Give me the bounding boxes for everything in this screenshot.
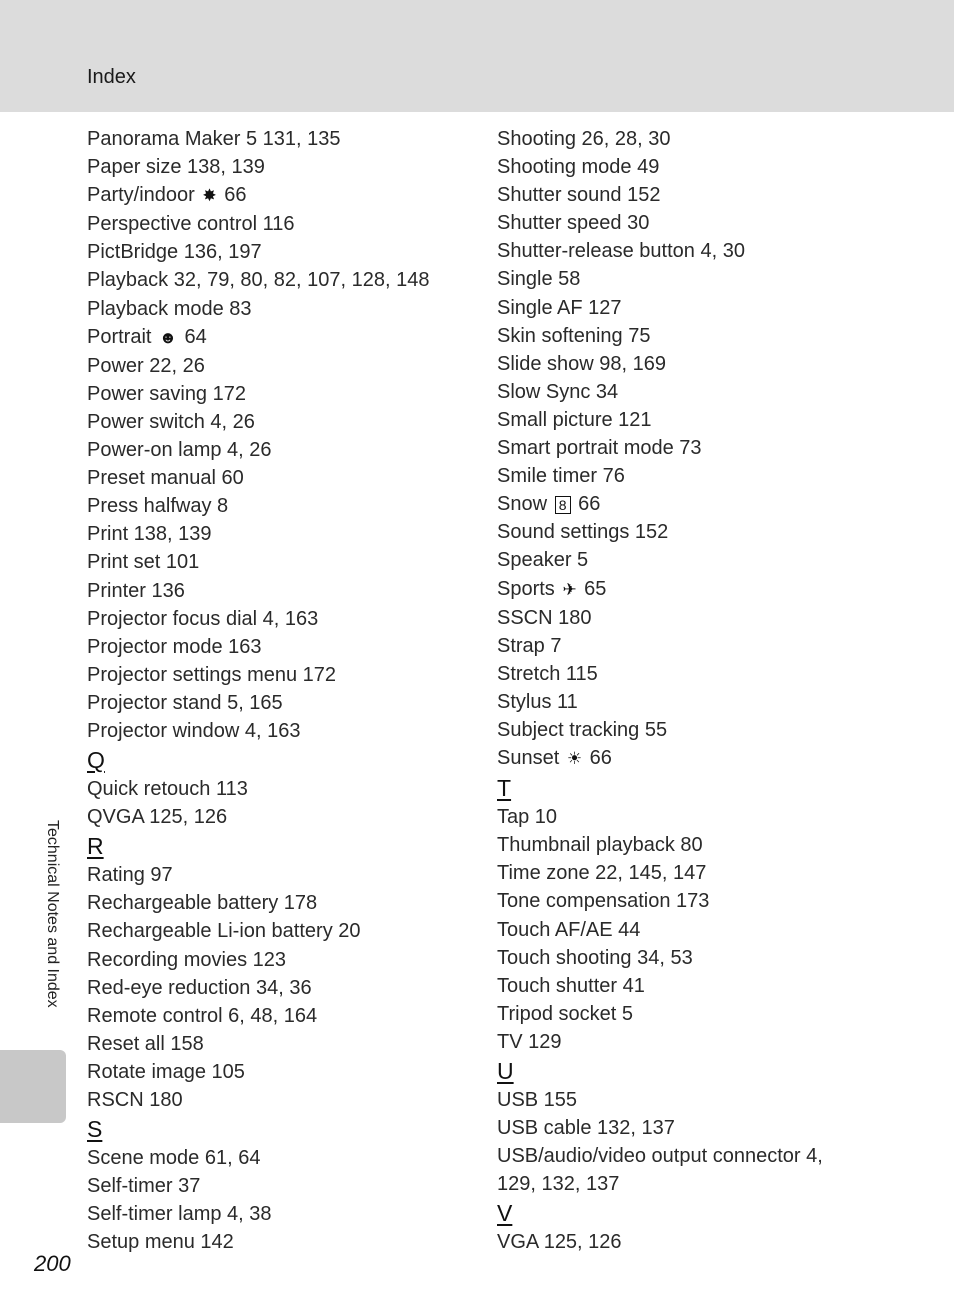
index-entry: Rechargeable battery 178 bbox=[87, 892, 318, 915]
index-entry: Self-timer lamp 4, 38 bbox=[87, 1203, 272, 1226]
index-entry: Red-eye reduction 34, 36 bbox=[87, 976, 312, 999]
index-entry: TV 129 bbox=[497, 1030, 562, 1053]
index-entry: USB 155 bbox=[497, 1089, 578, 1111]
index-entry: PictBridge 136, 197 bbox=[87, 241, 262, 264]
index-entry: Shooting 26, 28, 30 bbox=[497, 128, 671, 150]
index-entry: Speaker 5 bbox=[497, 549, 589, 572]
section-side-label: Technical Notes and Index bbox=[44, 820, 61, 1008]
index-entry: Power switch 4, 26 bbox=[87, 410, 255, 433]
index-column-left bbox=[87, 125, 477, 1256]
index-entry: Slow Sync 34 bbox=[497, 380, 619, 403]
header-title: Index bbox=[87, 66, 136, 88]
index-entry: USB cable 132, 137 bbox=[497, 1117, 675, 1140]
index-entry: Tripod socket 5 bbox=[497, 1002, 633, 1025]
index-entry: Shutter sound 152 bbox=[497, 184, 661, 207]
index-entry: 129, 132, 137 bbox=[497, 1173, 620, 1196]
sports-icon: ✈ bbox=[562, 579, 577, 599]
index-letter-heading: Q bbox=[87, 747, 105, 774]
index-letter-heading: R bbox=[87, 833, 104, 860]
index-entry bbox=[497, 744, 897, 773]
index-entry: USB/audio/video output connector 4, bbox=[497, 1145, 823, 1168]
index-entry: Thumbnail playback 80 bbox=[497, 834, 703, 857]
index-entry-term: Snow bbox=[497, 493, 553, 516]
index-entry: Skin softening 75 bbox=[497, 324, 651, 347]
index-entry: Small picture 121 bbox=[497, 408, 652, 431]
index-entry: Tap 10 bbox=[497, 806, 558, 829]
index-entry: Strap 7 bbox=[497, 634, 562, 657]
index-entry: Shutter speed 30 bbox=[497, 212, 650, 235]
index-entry-term: Portrait bbox=[87, 325, 158, 348]
index-entry-pages: 64 bbox=[178, 325, 207, 348]
index-letter-heading: T bbox=[497, 775, 512, 802]
index-entry: Setup menu 142 bbox=[87, 1231, 234, 1254]
index-entry: Projector stand 5, 165 bbox=[87, 691, 283, 714]
index-entry bbox=[497, 490, 897, 518]
index-entry: Printer 136 bbox=[87, 579, 185, 602]
index-entry: Tone compensation 173 bbox=[497, 890, 710, 913]
index-entry: Rechargeable Li-ion battery 20 bbox=[87, 920, 361, 943]
index-entry: Paper size 138, 139 bbox=[87, 156, 265, 179]
index-entry: VGA 125, 126 bbox=[497, 1231, 622, 1254]
index-entry: Touch shutter 41 bbox=[497, 974, 645, 997]
index-entry: Power saving 172 bbox=[87, 382, 246, 405]
index-entry: Smart portrait mode 73 bbox=[497, 437, 702, 460]
index-entry: Touch shooting 34, 53 bbox=[497, 946, 693, 969]
index-entry bbox=[87, 323, 477, 352]
index-entry: Perspective control 116 bbox=[87, 213, 295, 236]
sunset-icon: ☀ bbox=[566, 749, 583, 769]
index-entry: Playback mode 83 bbox=[87, 297, 252, 320]
index-entry: Single 58 bbox=[497, 268, 581, 291]
index-entry bbox=[87, 181, 477, 210]
index-entry-term: Sunset bbox=[497, 747, 565, 770]
index-entry-pages: 66 bbox=[218, 184, 247, 207]
portrait-icon: ☻ bbox=[159, 327, 177, 347]
index-entry: Single AF 127 bbox=[497, 296, 622, 319]
index-entry: Playback 32, 79, 80, 82, 107, 128, 148 bbox=[87, 269, 430, 292]
index-entry: Remote control 6, 48, 164 bbox=[87, 1004, 318, 1027]
index-entry: Recording movies 123 bbox=[87, 948, 286, 971]
party-indoor-icon: ✸ bbox=[202, 186, 217, 206]
index-entry: Preset manual 60 bbox=[87, 467, 244, 490]
index-entry-pages: 66 bbox=[572, 493, 601, 516]
index-entry-pages: 65 bbox=[578, 577, 607, 600]
index-entry: Projector focus dial 4, 163 bbox=[87, 607, 319, 630]
index-entry bbox=[497, 575, 897, 604]
index-entry: Projector mode 163 bbox=[87, 635, 262, 658]
index-entry: RSCN 180 bbox=[87, 1089, 183, 1111]
index-entry: SSCN 180 bbox=[497, 606, 592, 629]
index-entry: Self-timer 37 bbox=[87, 1175, 201, 1198]
index-entry: Projector window 4, 163 bbox=[87, 719, 301, 742]
page-header bbox=[0, 0, 954, 112]
index-entry: Scene mode 61, 64 bbox=[87, 1147, 261, 1170]
index-entry: Stylus 11 bbox=[497, 690, 578, 713]
index-entry: Reset all 158 bbox=[87, 1032, 204, 1055]
index-entry-pages: 66 bbox=[584, 747, 612, 770]
index-entry: Panorama Maker 5 131, 135 bbox=[87, 128, 341, 150]
index-letter-heading: S bbox=[87, 1116, 103, 1143]
index-letter-heading: U bbox=[497, 1058, 514, 1084]
index-entry: Print 138, 139 bbox=[87, 523, 212, 546]
page-number: 200 bbox=[34, 1251, 71, 1276]
index-entry-term: Sports bbox=[497, 577, 561, 600]
index-entry: Touch AF/AE 44 bbox=[497, 918, 641, 941]
index-entry: Sound settings 152 bbox=[497, 521, 669, 544]
index-entry: Stretch 115 bbox=[497, 662, 598, 685]
index-column-right bbox=[497, 125, 897, 1256]
index-entry: Rotate image 105 bbox=[87, 1060, 245, 1083]
index-entry: Subject tracking 55 bbox=[497, 718, 668, 741]
index-entry: Smile timer 76 bbox=[497, 465, 625, 488]
index-entry: QVGA 125, 126 bbox=[87, 806, 228, 829]
index-entry: Print set 101 bbox=[87, 551, 200, 574]
index-entry: Power 22, 26 bbox=[87, 354, 205, 377]
index-entry-term: Party/indoor bbox=[87, 184, 201, 207]
index-entry: Quick retouch 113 bbox=[87, 778, 248, 801]
index-entry: Press halfway 8 bbox=[87, 495, 229, 518]
index-entry: Shutter-release button 4, 30 bbox=[497, 240, 745, 263]
index-entry: Projector settings menu 172 bbox=[87, 663, 337, 686]
index-entry: Slide show 98, 169 bbox=[497, 352, 667, 375]
index-entry: Shooting mode 49 bbox=[497, 156, 660, 179]
index-letter-heading: V bbox=[497, 1200, 513, 1227]
index-entry: Rating 97 bbox=[87, 864, 173, 887]
section-tab bbox=[0, 1050, 66, 1123]
index-entry: Power-on lamp 4, 26 bbox=[87, 439, 272, 462]
snow-icon: 8 bbox=[555, 496, 571, 514]
index-entry: Time zone 22, 145, 147 bbox=[497, 862, 707, 885]
